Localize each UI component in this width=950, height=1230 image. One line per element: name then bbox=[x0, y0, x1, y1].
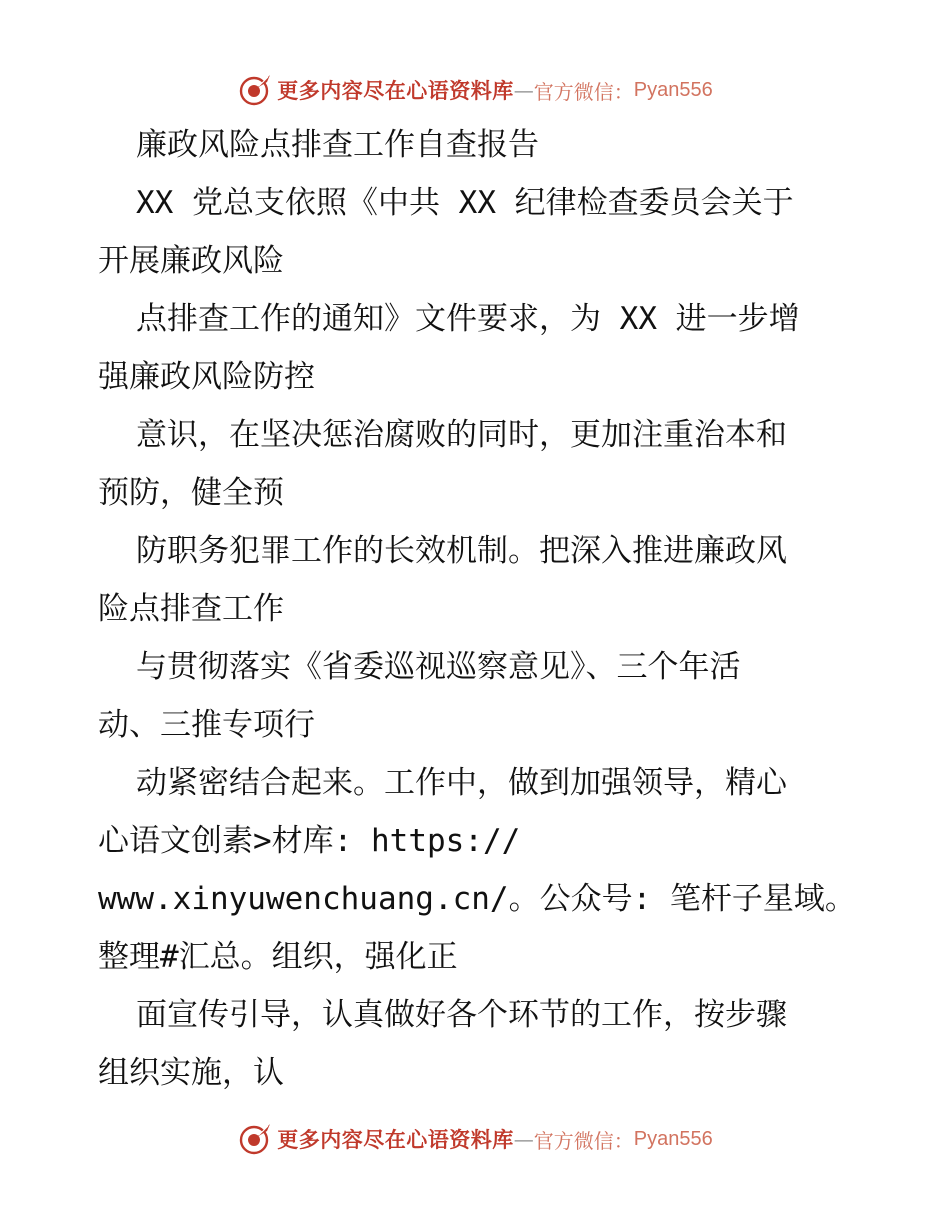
paragraph-line: 防职务犯罪工作的长效机制。把深入推进廉政风 bbox=[136, 533, 787, 569]
banner-wechat-id: Pyan556 bbox=[633, 78, 713, 101]
paragraph-line: 意识，在坚决惩治腐败的同时，更加注重治本和 bbox=[136, 417, 787, 453]
paragraph-line: 点排查工作的通知》文件要求，为 XX 进一步增 bbox=[136, 301, 800, 337]
banner-separator: — bbox=[513, 1127, 534, 1151]
footer-banner bbox=[0, 1117, 950, 1161]
paragraph-line: 预防，健全预 bbox=[98, 475, 284, 511]
paragraph-line: www.xinyuwenchuang.cn/。公众号: 笔杆子星域。 bbox=[98, 881, 856, 917]
paragraph-line: 动、三推专项行 bbox=[98, 707, 315, 743]
paragraph-line: 动紧密结合起来。工作中，做到加强领导，精心 bbox=[136, 765, 787, 801]
quill-circle-logo-icon bbox=[237, 72, 273, 108]
paragraph-line: XX 党总支依照《中共 XX 纪律检查委员会关于 bbox=[136, 185, 794, 221]
banner-title: 更多内容尽在心语资料库 bbox=[277, 1127, 514, 1152]
document-body bbox=[98, 116, 858, 1102]
paragraph-line: 组织实施，认 bbox=[98, 1055, 284, 1091]
paragraph-line: 心语文创素>材库: https:// bbox=[98, 823, 521, 859]
paragraph-line: 整理#汇总。组织，强化正 bbox=[98, 939, 458, 975]
paragraph-line: 与贯彻落实《省委巡视巡察意见》、三个年活 bbox=[136, 649, 741, 685]
banner-wechat-label: 官方微信： bbox=[533, 79, 634, 104]
banner-title: 更多内容尽在心语资料库 bbox=[277, 78, 514, 103]
header-banner bbox=[0, 68, 950, 112]
banner-wechat-id: Pyan556 bbox=[633, 1127, 713, 1150]
quill-circle-logo-icon bbox=[237, 1121, 273, 1157]
paragraph-line: 开展廉政风险 bbox=[98, 243, 284, 279]
paragraph-line: 险点排查工作 bbox=[98, 591, 284, 627]
banner-wechat-label: 官方微信： bbox=[533, 1128, 634, 1153]
paragraph-line: 强廉政风险防控 bbox=[98, 359, 315, 395]
document-title: 廉政风险点排查工作自查报告 bbox=[136, 127, 539, 163]
paragraph-line: 面宣传引导，认真做好各个环节的工作，按步骤 bbox=[136, 997, 787, 1033]
banner-separator: — bbox=[513, 78, 534, 102]
